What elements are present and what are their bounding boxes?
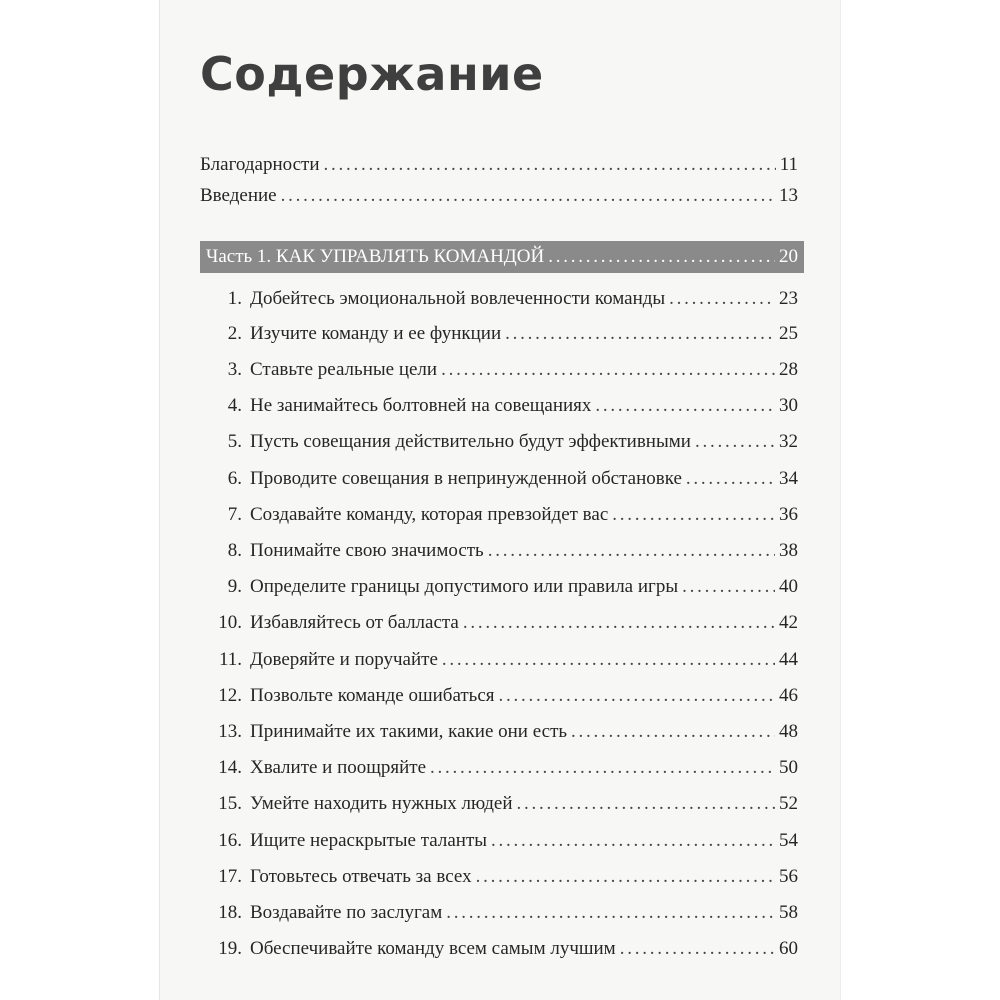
chapter-page: 54	[779, 830, 798, 851]
toc-chapter-5	[200, 431, 798, 459]
toc-entry-label: Введение	[200, 185, 277, 206]
dot-leader	[324, 154, 776, 176]
dot-leader	[686, 468, 775, 490]
toc-entry-introduction	[200, 185, 798, 213]
toc-chapter-17	[200, 866, 798, 894]
dot-leader	[595, 395, 775, 417]
chapter-title: Готовьтесь отвечать за всех	[250, 866, 472, 887]
chapter-number: 18.	[218, 902, 242, 923]
part-heading	[200, 241, 804, 273]
chapter-title: Определите границы допустимого или правила игры	[250, 576, 679, 597]
chapter-title: Доверяйте и поручайте	[250, 649, 438, 670]
page-title: Содержание	[200, 47, 544, 101]
toc-chapter-9	[200, 576, 798, 604]
chapter-title: Позвольте команде ошибаться	[250, 685, 495, 706]
chapter-page: 44	[779, 649, 798, 670]
chapter-number: 6.	[227, 468, 242, 489]
dot-leader	[695, 431, 775, 453]
part-page: 20	[779, 246, 798, 267]
dot-leader	[612, 504, 775, 526]
toc-chapter-7	[200, 504, 798, 532]
toc-entry-label: Благодарности	[200, 154, 320, 175]
toc-chapter-4	[200, 395, 798, 423]
chapter-page: 56	[779, 866, 798, 887]
chapter-page: 40	[779, 576, 798, 597]
chapter-number: 4.	[227, 395, 242, 416]
chapter-number: 8.	[227, 540, 242, 561]
chapter-number: 19.	[218, 938, 242, 959]
chapter-number: 11.	[218, 649, 242, 670]
chapter-number: 12.	[218, 685, 242, 706]
chapter-page: 60	[779, 938, 798, 959]
dot-leader	[516, 793, 775, 815]
left-margin	[0, 0, 160, 1000]
dot-leader	[476, 866, 775, 888]
chapter-number: 17.	[218, 866, 242, 887]
chapter-title: Хвалите и поощряйте	[250, 757, 427, 778]
toc-chapter-6	[200, 468, 798, 496]
chapter-number: 10.	[218, 612, 242, 633]
dot-leader	[281, 185, 775, 207]
toc-chapter-12	[200, 685, 798, 713]
chapter-page: 28	[779, 359, 798, 380]
chapter-title: Умейте находить нужных людей	[250, 793, 513, 814]
toc-chapter-10	[200, 612, 798, 640]
dot-leader	[441, 359, 775, 381]
chapter-title: Ищите нераскрытые таланты	[250, 830, 488, 851]
toc-entry-page: 11	[779, 154, 798, 175]
chapter-number: 5.	[227, 431, 242, 452]
chapter-page: 25	[779, 323, 798, 344]
chapter-title: Пусть совещания действительно будут эффективными	[250, 431, 691, 452]
chapter-title: Изучите команду и ее функции	[250, 323, 502, 344]
toc-chapter-16	[200, 830, 798, 858]
toc-chapter-3	[200, 359, 798, 387]
chapter-title: Воздавайте по заслугам	[250, 902, 443, 923]
chapter-title: Принимайте их такими, какие они есть	[250, 721, 568, 742]
chapter-number: 1.	[227, 288, 242, 309]
chapter-title: Проводите совещания в непринужденной обстановке	[250, 468, 682, 489]
chapter-title: Не занимайтесь болтовней на совещаниях	[250, 395, 592, 416]
chapter-number: 3.	[227, 359, 242, 380]
chapter-number: 16.	[218, 830, 242, 851]
dot-leader	[430, 757, 775, 779]
chapter-page: 52	[779, 793, 798, 814]
chapter-page: 36	[779, 504, 798, 525]
chapter-title: Избавляйтесь от балласта	[250, 612, 459, 633]
dot-leader	[463, 612, 775, 634]
toc-entry-page: 13	[779, 185, 798, 206]
dot-leader	[488, 540, 775, 562]
dot-leader	[442, 649, 775, 671]
toc-chapter-11	[200, 649, 798, 677]
chapter-page: 38	[779, 540, 798, 561]
chapter-page: 48	[779, 721, 798, 742]
page-edge-right	[840, 0, 841, 1000]
chapter-title: Ставьте реальные цели	[250, 359, 438, 380]
chapter-title: Создавайте команду, которая превзойдет вас	[250, 504, 609, 525]
chapter-number: 14.	[218, 757, 242, 778]
dot-leader	[505, 323, 775, 345]
chapter-page: 34	[779, 468, 798, 489]
toc-chapter-14	[200, 757, 798, 785]
toc-chapter-1	[200, 288, 798, 316]
toc-chapter-8	[200, 540, 798, 568]
chapter-page: 58	[779, 902, 798, 923]
chapter-number: 7.	[227, 504, 242, 525]
chapter-page: 32	[779, 431, 798, 452]
chapter-title: Понимайте свою значимость	[250, 540, 484, 561]
chapter-page: 50	[779, 757, 798, 778]
chapter-page: 30	[779, 395, 798, 416]
dot-leader	[499, 685, 775, 707]
chapter-page: 42	[779, 612, 798, 633]
dot-leader	[446, 902, 775, 924]
dot-leader	[571, 721, 775, 743]
chapter-number: 13.	[218, 721, 242, 742]
toc-entry-acknowledgements	[200, 154, 798, 182]
chapter-title: Добейтесь эмоциональной вовлеченности команды	[250, 288, 666, 309]
dot-leader	[682, 576, 775, 598]
toc-chapter-13	[200, 721, 798, 749]
toc-chapter-15	[200, 793, 798, 821]
chapter-page: 46	[779, 685, 798, 706]
dot-leader	[491, 830, 775, 852]
toc-chapter-19	[200, 938, 798, 966]
dot-leader	[620, 938, 775, 960]
part-label: Часть 1. КАК УПРАВЛЯТЬ КОМАНДОЙ	[206, 246, 545, 267]
chapter-number: 9.	[227, 576, 242, 597]
toc-chapter-18	[200, 902, 798, 930]
dot-leader	[669, 288, 775, 310]
toc-chapter-2	[200, 323, 798, 351]
chapter-number: 15.	[218, 793, 242, 814]
chapter-title: Обеспечивайте команду всем самым лучшим	[250, 938, 616, 959]
dot-leader	[548, 246, 775, 268]
chapter-page: 23	[779, 288, 798, 309]
chapter-number: 2.	[227, 323, 242, 344]
